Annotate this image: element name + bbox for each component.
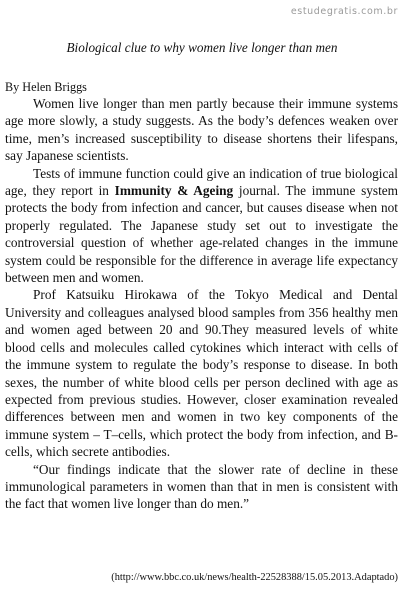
article-byline: By Helen Briggs — [5, 80, 87, 94]
paragraph-1: Women live longer than men partly because their immune systems age more slowly, a study suggests. As the body’s defences weaken over time, men’s increased susceptibility to disease shortens their lifespans, say Japanese scientists. — [5, 96, 398, 164]
article-title: Biological clue to why women live longer than men — [66, 40, 338, 55]
paragraph-2-start: Tests of immune function could give an indication of true biological age, they report in — [5, 165, 398, 199]
article-body — [5, 95, 398, 513]
source-citation: (http://www.bbc.co.uk/news/health-22528388/15.05.2013.Adaptado) — [111, 572, 398, 583]
paragraph-2-end: journal. The immune system protects the body from infection and cancer, but causes disease when not properly regulated. The Japanese study set out to investigate the controversial question of whether age-related changes in the immune system could be responsible for the difference in average life expectancy between men and women. — [5, 183, 399, 286]
paragraph-3: Prof Katsuiku Hirokawa of the Tokyo Medical and Dental University and colleagues analysed blood samples from 356 healthy men and women aged between 20 and 90.They measured levels of white blood cells and molecules called cytokines which interact with cells of the immune system to regulate the body’s response to disease. In both sexes, the number of white blood cells per person declined with age as expected from previous studies. However, closer examination revealed differences between men and women in two key components of the immune system – T–cells, which protect the body from infection, and B-cells, which secrete antibodies. — [5, 287, 398, 460]
site-watermark: estudegratis.com.br — [290, 6, 398, 17]
paragraph-4-quote: “Our findings indicate that the slower rate of decline in these immunological parameters in women than that in men is consistent with the fact that women live longer than do men.” — [5, 461, 398, 512]
paragraph-2 — [5, 165, 398, 287]
journal-name: Immunity & Ageing — [114, 183, 234, 199]
